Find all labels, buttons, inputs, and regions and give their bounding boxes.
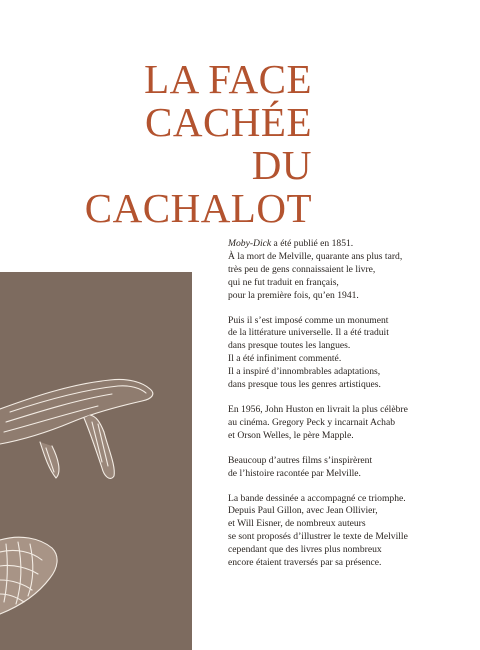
title-line: DU xyxy=(251,142,312,188)
text-line: dans presque tous les genres artistiques. xyxy=(228,379,381,391)
text-line: Il a inspiré d’innombrables adaptations, xyxy=(228,366,381,378)
text-line: En 1956, John Huston en livrait la plus célèbre xyxy=(228,403,408,415)
page-title xyxy=(85,58,312,230)
text-line-rest: a été publié en 1851. xyxy=(271,238,354,249)
paragraph xyxy=(228,238,473,303)
text-line: et Orson Welles, le père Mapple. xyxy=(228,429,354,441)
text-line: cependant que des livres plus nombreux xyxy=(228,544,382,556)
text-line: À la mort de Melville, quarante ans plus tard, xyxy=(228,250,403,262)
text-line: Puis il s’est imposé comme un monument xyxy=(228,314,389,326)
text-line: Il a été infiniment commenté. xyxy=(228,353,342,365)
illustration-panel xyxy=(0,272,192,650)
text-line: La bande dessinée a accompagné ce triomphe. xyxy=(228,492,406,504)
book-title: Moby-Dick xyxy=(228,238,272,249)
text-line: Depuis Paul Gillon, avec Jean Ollivier, xyxy=(228,505,378,517)
whale-drawing-icon xyxy=(0,272,192,650)
paragraph xyxy=(228,455,473,481)
text-line: très peu de gens connaissaient le livre, xyxy=(228,263,376,275)
title-line: LA FACE xyxy=(144,56,312,102)
paragraph xyxy=(228,315,473,392)
title-line: CACHALOT xyxy=(84,185,312,231)
body-text xyxy=(228,238,473,582)
text-line xyxy=(228,238,473,251)
text-line: de l’histoire racontée par Melville. xyxy=(228,467,361,479)
text-line: Beaucoup d’autres films s’inspirèrent xyxy=(228,454,373,466)
text-line: au cinéma. Gregory Peck y incarnait Achab xyxy=(228,416,396,428)
title-line: CACHÉE xyxy=(145,99,312,145)
text-line: encore étaient traversés par sa présence. xyxy=(228,557,382,569)
paragraph xyxy=(228,493,473,570)
text-line: de la littérature universelle. Il a été traduit xyxy=(228,327,389,339)
text-line: pour la première fois, qu’en 1941. xyxy=(228,289,359,301)
text-line: dans presque toutes les langues. xyxy=(228,340,351,352)
text-line: et Will Eisner, de nombreux auteurs xyxy=(228,518,366,530)
text-line: qui ne fut traduit en français, xyxy=(228,276,339,288)
paragraph xyxy=(228,404,473,443)
text-line: se sont proposés d’illustrer le texte de Melville xyxy=(228,531,408,543)
